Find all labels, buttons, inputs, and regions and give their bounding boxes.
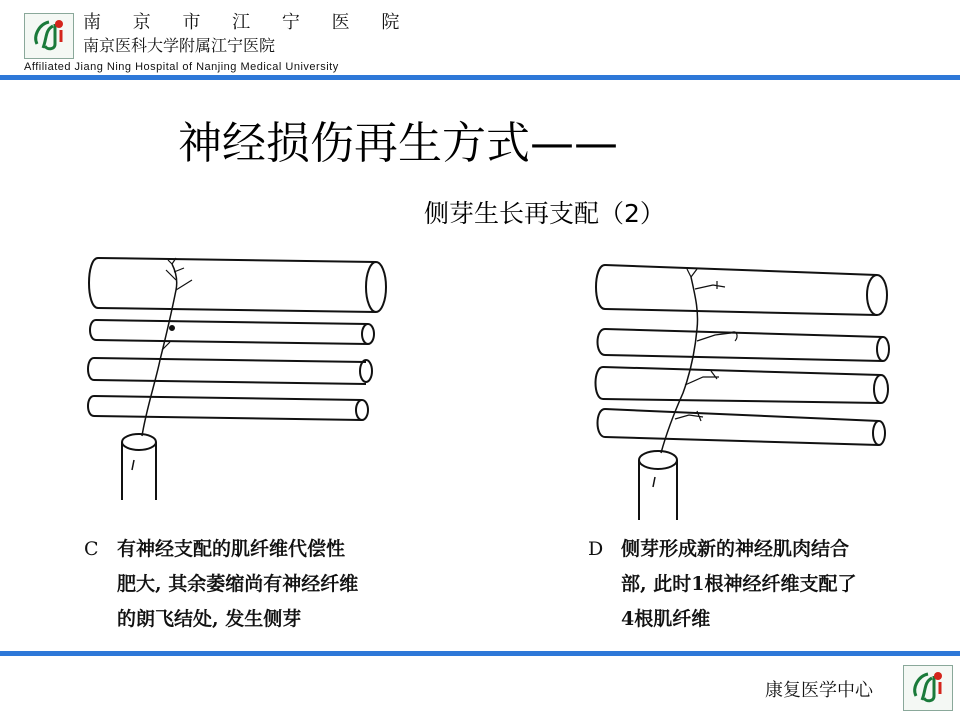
figure-d-letter: D bbox=[588, 538, 604, 560]
header-divider bbox=[0, 75, 960, 80]
figure-c-caption bbox=[84, 532, 358, 637]
slide-subtitle: 侧芽生长再支配（2） bbox=[424, 199, 665, 228]
muscle-fiber-4 bbox=[605, 409, 879, 445]
footer-divider bbox=[0, 651, 960, 656]
muscle-fiber-3 bbox=[94, 358, 366, 384]
figure-d-illustration bbox=[585, 255, 915, 525]
hospital-name: 南 京 市 江 宁 医 院 bbox=[83, 12, 413, 33]
muscle-fiber-3 bbox=[603, 367, 881, 403]
figure-c-caption-line: 有神经支配的肌纤维代偿性 bbox=[117, 538, 346, 560]
axon bbox=[661, 277, 698, 453]
figure-d-caption-line: 侧芽形成新的神经肌肉结合 bbox=[621, 538, 850, 560]
figure-c-illustration bbox=[80, 250, 400, 505]
muscle-fiber-4 bbox=[94, 396, 362, 420]
hospital-affiliation: 南京医科大学附属江宁医院 bbox=[83, 36, 276, 55]
muscle-fiber-2 bbox=[605, 329, 883, 361]
muscle-fiber-2 bbox=[96, 320, 368, 344]
figure-c-letter: C bbox=[84, 538, 99, 560]
hospital-logo-icon bbox=[24, 13, 74, 59]
figure-d-caption-line: 4根肌纤维 bbox=[621, 608, 711, 630]
hospital-english-name: Affiliated Jiang Ning Hospital of Nanjing Medical University bbox=[24, 61, 339, 73]
figure-d-caption bbox=[588, 532, 856, 637]
slide-title: 神经损伤再生方式—— bbox=[178, 118, 618, 169]
department-label: 康复医学中心 bbox=[765, 680, 873, 701]
figure-c-caption-line: 的朗飞结处, 发生侧芽 bbox=[117, 608, 302, 630]
hospital-logo-icon bbox=[903, 665, 953, 711]
figure-c-caption-line: 肥大, 其余萎缩尚有神经纤维 bbox=[117, 573, 359, 595]
muscle-fiber-1 bbox=[98, 258, 376, 312]
figure-d-caption-line: 部, 此时1根神经纤维支配了 bbox=[621, 573, 857, 595]
axon bbox=[142, 264, 177, 436]
muscle-fiber-1 bbox=[605, 265, 877, 315]
